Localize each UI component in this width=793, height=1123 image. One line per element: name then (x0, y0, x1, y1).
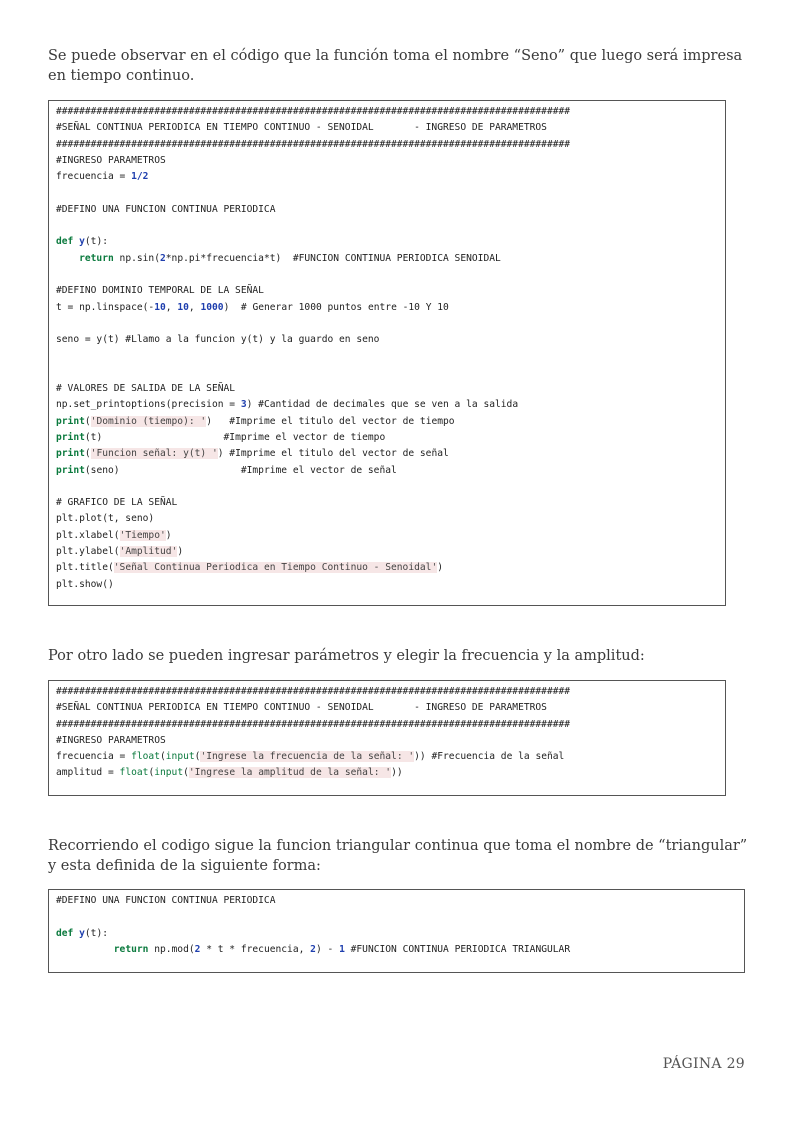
code-line-blank (56, 267, 717, 283)
code-line: t = np.linspace(-10, 10, 1000) # Generar 1000 puntos entre -10 Y 10 (56, 301, 449, 313)
code-line: np.set_printoptions(precision = 3) #Cantidad de decimales que se ven a la salida (56, 399, 519, 411)
code-line-blank (56, 909, 736, 925)
paragraph-seno-intro: Se puede observar en el código que la función toma el nombre “Seno” que luego será impresa en tiempo continuo. (48, 48, 743, 84)
code-line: plt.xlabel('Tiempo') (56, 529, 172, 541)
code-line: plt.ylabel('Amplitud') (56, 546, 184, 558)
paragraph-triangular: Recorriendo el codigo sigue la funcion triangular continua que toma el nombre de “triangular” y esta definida de la siguiente forma: (48, 838, 748, 874)
code-line: return np.mod(2 * t * frecuencia, 2) - 1 #FUNCION CONTINUA PERIODICA TRIANGULAR (113, 943, 571, 955)
code-line: seno = y(t) #Llamo a la funcion y(t) y la guardo en seno (56, 334, 380, 346)
code-line: plt.title('Señal Continua Periodica en Tiempo Continuo - Senoidal') (56, 562, 443, 574)
code-line: print('Funcion señal: y(t) ') #Imprime el titulo del vector de señal (56, 448, 449, 460)
code-line: #SEÑAL CONTINUA PERIODICA EN TIEMPO CONTINUO - SENOIDAL - INGRESO DE PARAMETROS (56, 122, 547, 134)
code-line-blank (56, 316, 717, 332)
code-line: return np.sin(2*np.pi*frecuencia*t) #FUNCION CONTINUA PERIODICA SENOIDAL (79, 252, 501, 264)
code-line: frecuencia = 1/2 (56, 171, 149, 183)
code-block-parametros (48, 680, 726, 796)
code-block-senoidal (48, 100, 726, 606)
code-line: print(seno) #Imprime el vector de señal (56, 464, 397, 476)
code-line-blank (56, 479, 717, 495)
paragraph-parametros: Por otro lado se pueden ingresar parámetros y elegir la frecuencia y la amplitud: (48, 648, 645, 664)
code-line-blank (56, 348, 717, 364)
code-line: #INGRESO PARAMETROS (56, 154, 166, 166)
code-line: amplitud = float(input('Ingrese la amplitud de la señal: ')) (56, 767, 403, 779)
code-line: #INGRESO PARAMETROS (56, 734, 166, 746)
code-line: def y(t): (56, 927, 108, 939)
code-line: #DEFINO UNA FUNCION CONTINUA PERIODICA (56, 895, 276, 906)
code-line: def y(t): (56, 236, 108, 248)
code-line-blank (56, 218, 717, 234)
code-line: # VALORES DE SALIDA DE LA SEÑAL (56, 383, 236, 395)
code-line: plt.show() (56, 578, 114, 590)
code-line: # GRAFICO DE LA SEÑAL (56, 497, 178, 509)
code-line: ######################################################################################### (56, 686, 571, 697)
code-line: plt.plot(t, seno) (56, 513, 155, 525)
code-line: print('Dominio (tiempo): ') #Imprime el titulo del vector de tiempo (56, 415, 455, 427)
code-block-triangular (48, 889, 745, 973)
page-number: PÁGINA 29 (662, 1056, 745, 1072)
code-line: frecuencia = float(input('Ingrese la frecuencia de la señal: ')) #Frecuencia de la señal (56, 751, 565, 763)
code-line: ######################################################################################### (56, 718, 571, 730)
code-line-blank (56, 365, 717, 381)
code-line: ######################################################################################### (56, 106, 571, 117)
code-line: #SEÑAL CONTINUA PERIODICA EN TIEMPO CONTINUO - SENOIDAL - INGRESO DE PARAMETROS (56, 702, 547, 714)
code-line: ######################################################################################### (56, 138, 571, 150)
code-line: #DEFINO UNA FUNCION CONTINUA PERIODICA (56, 203, 276, 215)
code-line: #DEFINO DOMINIO TEMPORAL DE LA SEÑAL (56, 285, 264, 297)
code-line: print(t) #Imprime el vector de tiempo (56, 431, 386, 443)
code-line-blank (56, 185, 717, 201)
